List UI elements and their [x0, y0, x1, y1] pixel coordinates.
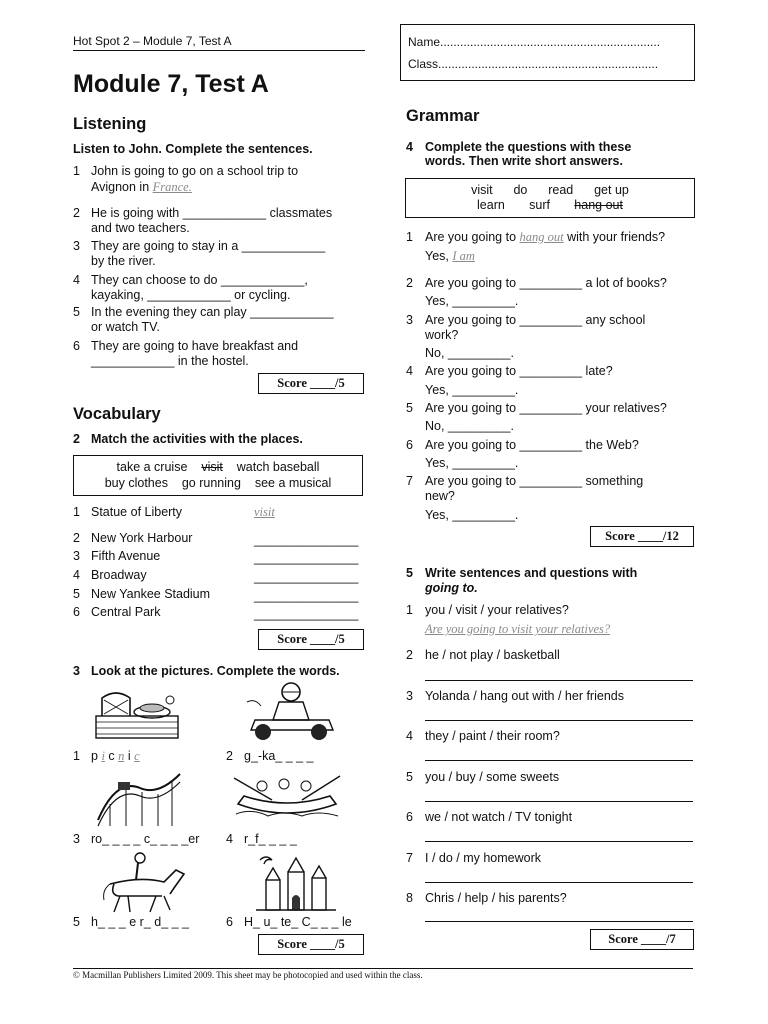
- pictures-num: 1: [73, 749, 80, 763]
- grammar-question[interactable]: Are you going to _________ your relatives?: [425, 401, 667, 415]
- grammar-short-answer[interactable]: Yes, _________.: [425, 294, 519, 308]
- listening-num: 3: [73, 239, 80, 253]
- answer-line[interactable]: [425, 841, 693, 842]
- word-option: buy clothes: [104, 476, 168, 490]
- listening-line-2: and two teachers.: [91, 221, 190, 235]
- grammar-num: 7: [406, 474, 413, 488]
- sentences-prompt: we / not watch / TV tonight: [425, 810, 573, 824]
- grammar-question-cont: new?: [425, 489, 455, 503]
- sentences-prompt: he / not play / basketball: [425, 648, 560, 662]
- sentences-prompt: you / buy / some sweets: [425, 770, 560, 784]
- pictures-num: 6: [226, 915, 233, 929]
- pictures-num: 5: [73, 915, 80, 929]
- grammar-short-answer[interactable]: No, _________.: [425, 346, 514, 360]
- grammar-q-num: 4: [406, 140, 413, 154]
- picture-word[interactable]: p i c n i c: [91, 749, 140, 763]
- vocab-box-row-1: [73, 460, 363, 475]
- vocab-num: 6: [73, 605, 80, 619]
- word-option: do: [513, 183, 528, 197]
- answer-line[interactable]: [425, 921, 693, 922]
- listening-line[interactable]: They can choose to do ____________,: [91, 273, 308, 287]
- grammar-question[interactable]: Are you going to _________ the Web?: [425, 438, 639, 452]
- vocab-num: 2: [73, 531, 80, 545]
- pictures-num: 4: [226, 832, 233, 846]
- vocab-answer-line[interactable]: _______________: [254, 589, 359, 603]
- sentences-instruction: Write sentences and questions with: [425, 566, 638, 580]
- vocab-answer-line[interactable]: _______________: [254, 607, 359, 621]
- horse-riding-picture: [100, 850, 190, 914]
- listening-line[interactable]: In the evening they can play ____________: [91, 305, 334, 319]
- vocab-answer: visit: [254, 505, 275, 519]
- grammar-question[interactable]: Are you going to _________ something: [425, 474, 644, 488]
- vocab-place: Fifth Avenue: [91, 549, 161, 563]
- vocab-num: 5: [73, 587, 80, 601]
- class-field[interactable]: Class..................................................................: [408, 57, 659, 71]
- vocabulary-score: Score ____/5: [258, 629, 364, 650]
- word-option: go running: [181, 476, 241, 490]
- grammar-instruction: Complete the questions with these: [425, 140, 632, 154]
- grammar-question[interactable]: Are you going to _________ a lot of books?: [425, 276, 667, 290]
- vocab-answer-line[interactable]: _______________: [254, 570, 359, 584]
- vocab-box-row-2: [73, 476, 363, 491]
- answer-line[interactable]: [425, 760, 693, 761]
- grammar-short-answer: Yes, I am: [425, 249, 475, 263]
- page-title: Module 7, Test A: [73, 70, 269, 98]
- listening-instruction: Listen to John. Complete the sentences.: [73, 142, 313, 156]
- sentences-prompt: Chris / help / his parents?: [425, 891, 567, 905]
- listening-line-2[interactable]: kayaking, ____________ or cycling.: [91, 288, 291, 302]
- sentences-num: 6: [406, 810, 413, 824]
- grammar-num: 1: [406, 230, 413, 244]
- header-rule: [73, 50, 365, 51]
- picture-word[interactable]: ro_ _ _ _ c_ _ _ _er: [91, 832, 200, 846]
- sentences-num: 7: [406, 851, 413, 865]
- grammar-num: 2: [406, 276, 413, 290]
- grammar-short-answer[interactable]: Yes, _________.: [425, 383, 519, 397]
- grammar-question[interactable]: Are you going to _________ any school: [425, 313, 646, 327]
- vocab-num: 1: [73, 505, 80, 519]
- grammar-question[interactable]: Are you going to _________ late?: [425, 364, 613, 378]
- vocab-place: New York Harbour: [91, 531, 193, 545]
- listening-heading: Listening: [73, 115, 147, 133]
- grammar-short-answer[interactable]: Yes, _________.: [425, 456, 519, 470]
- sentences-num: 8: [406, 891, 413, 905]
- listening-line[interactable]: They are going to stay in a ____________: [91, 239, 326, 253]
- listening-line-2[interactable]: ____________ in the hostel.: [91, 354, 249, 368]
- sentences-prompt: you / visit / your relatives?: [425, 603, 569, 617]
- picnic-picture: [92, 686, 182, 742]
- answer-line[interactable]: [425, 882, 693, 883]
- vocab-answer-line[interactable]: _______________: [254, 533, 359, 547]
- answer-line[interactable]: [425, 720, 693, 721]
- listening-score: Score ____/5: [258, 373, 364, 394]
- word-option-used: visit: [201, 460, 223, 474]
- picture-word[interactable]: r_f_ _ _ _: [244, 832, 297, 846]
- sentences-prompt: Yolanda / hang out with / her friends: [425, 689, 624, 703]
- grammar-short-answer[interactable]: No, _________.: [425, 419, 514, 433]
- word-option: read: [548, 183, 574, 197]
- word-option: visit: [471, 183, 493, 197]
- grammar-num: 6: [406, 438, 413, 452]
- sentences-prompt: they / paint / their room?: [425, 729, 560, 743]
- sentences-num: 2: [406, 648, 413, 662]
- grammar-num: 3: [406, 313, 413, 327]
- copyright-footer: © Macmillan Publishers Limited 2009. This sheet may be photocopied and used within the class.: [73, 970, 423, 980]
- vocab-num: 4: [73, 568, 80, 582]
- rafting-picture: [232, 770, 342, 822]
- picture-word[interactable]: g_-ka_ _ _ _: [244, 749, 314, 763]
- listening-line-2: or watch TV.: [91, 320, 160, 334]
- name-class-box: [400, 24, 695, 81]
- listening-answer: France.: [152, 180, 192, 194]
- picture-word[interactable]: H_ u_ te_ C_ _ _ le: [244, 915, 352, 929]
- listening-line-2: Avignon in France.: [91, 180, 192, 194]
- answer-line[interactable]: [425, 680, 693, 681]
- listening-num: 2: [73, 206, 80, 220]
- vocab-instruction: Match the activities with the places.: [91, 432, 303, 446]
- grammar-question-cont: work?: [425, 328, 459, 342]
- grammar-box-row-2: [405, 198, 695, 213]
- name-field[interactable]: Name..................................................................: [408, 35, 661, 49]
- go-kart-picture: [243, 680, 339, 744]
- vocab-place: Central Park: [91, 605, 161, 619]
- word-option: get up: [594, 183, 629, 197]
- answer-line[interactable]: [425, 801, 693, 802]
- listening-num: 5: [73, 305, 80, 319]
- listening-num: 1: [73, 164, 80, 178]
- sentences-score: Score ____/7: [590, 929, 694, 950]
- listening-line: John is going to go on a school trip to: [91, 164, 299, 178]
- picture-word[interactable]: h_ _ _ e r_ d_ _ _: [91, 915, 189, 929]
- grammar-score: Score ____/12: [590, 526, 694, 547]
- sentences-num: 5: [406, 770, 413, 784]
- sentences-num: 3: [406, 689, 413, 703]
- vocab-q-num: 2: [73, 432, 80, 446]
- listening-line: They are going to have breakfast and: [91, 339, 299, 353]
- footer-rule: [73, 968, 693, 969]
- vocab-num: 3: [73, 549, 80, 563]
- sentences-instruction-2: going to.: [425, 581, 478, 595]
- roller-coaster-picture: [96, 768, 182, 828]
- vocabulary-heading: Vocabulary: [73, 405, 161, 423]
- grammar-instruction-2: words. Then write short answers.: [425, 154, 623, 168]
- grammar-answer: I am: [452, 249, 475, 263]
- word-option: learn: [477, 198, 505, 212]
- sentences-num: 4: [406, 729, 413, 743]
- word-option: take a cruise: [116, 460, 188, 474]
- listening-num: 6: [73, 339, 80, 353]
- grammar-answer: hang out: [519, 230, 564, 244]
- grammar-box-row-1: [405, 183, 695, 198]
- sentences-num: 1: [406, 603, 413, 617]
- sentences-example-answer: Are you going to visit your relatives?: [425, 622, 611, 636]
- grammar-num: 4: [406, 364, 413, 378]
- header-book-module: Hot Spot 2 – Module 7, Test A: [73, 34, 232, 48]
- pictures-q-num: 3: [73, 664, 80, 678]
- word-option: see a musical: [254, 476, 332, 490]
- vocab-place: New Yankee Stadium: [91, 587, 211, 601]
- listening-line[interactable]: He is going with ____________ classmates: [91, 206, 333, 220]
- word-option: surf: [529, 198, 550, 212]
- grammar-short-answer[interactable]: Yes, _________.: [425, 508, 519, 522]
- vocab-place: Broadway: [91, 568, 147, 582]
- word-option-used: hang out: [574, 198, 623, 212]
- vocab-answer-line[interactable]: _______________: [254, 551, 359, 565]
- haunted-castle-picture: [252, 852, 340, 914]
- word-option: watch baseball: [236, 460, 320, 474]
- listening-line-2: by the river.: [91, 254, 156, 268]
- grammar-heading: Grammar: [406, 107, 480, 125]
- pictures-num: 3: [73, 832, 80, 846]
- sentences-q-num: 5: [406, 566, 413, 580]
- sentences-prompt: I / do / my homework: [425, 851, 542, 865]
- grammar-num: 5: [406, 401, 413, 415]
- listening-num: 4: [73, 273, 80, 287]
- pictures-score: Score ____/5: [258, 934, 364, 955]
- pictures-num: 2: [226, 749, 233, 763]
- grammar-question: Are you going to hang out with your friends?: [425, 230, 666, 244]
- vocab-place: Statue of Liberty: [91, 505, 183, 519]
- pictures-instruction: Look at the pictures. Complete the words.: [91, 664, 340, 678]
